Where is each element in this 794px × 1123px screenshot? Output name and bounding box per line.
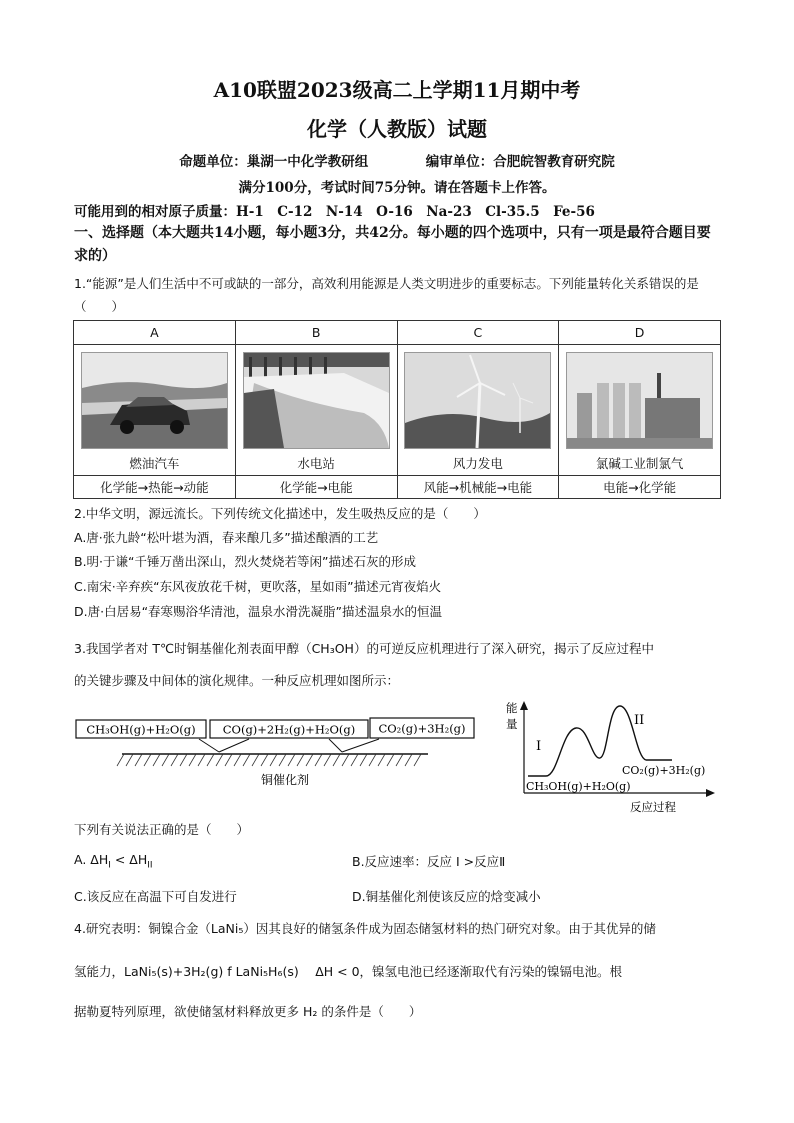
option-conversion: 化学能→热能→动能 [74,476,236,499]
q2-option-a: A.唐·张九龄“松叶堪为酒，春来酿几多”描述酿酒的工艺 [74,530,379,545]
hatch-mark [387,754,394,766]
reactant-energy-label: CH₃OH(g)+H₂O(g) [526,780,631,793]
q4-line2: 氢能力，LaNi₅(s)+3H₂(g) f LaNi₅H₆(s) ΔH < 0，镍氢电池已经逐渐取代有污染的镍镉电池。根 [74,964,623,979]
hydropower-photo [243,352,390,449]
hatch-mark [207,754,214,766]
hatch-mark [279,754,286,766]
q2-stem: 2.中华文明，源远流长。下列传统文化描述中，发生吸热反应的是（ ） [74,506,486,521]
energy-axis-label-1: 能 [506,701,518,715]
proposing-unit: 命题单位：巢湖一中化学教研组 [179,154,369,170]
option-caption: 水电站 [297,456,335,471]
hatch-mark [297,754,304,766]
hatch-mark [342,754,349,766]
hatch-mark [162,754,169,766]
box-products: CO₂(g)+3H₂(g) [378,721,466,736]
hatch-mark [198,754,205,766]
option-conversion: 电能→化学能 [559,476,721,499]
hatch-mark [333,754,340,766]
exam-title: A10联盟2023级高二上学期11月期中考 [213,78,581,102]
box-reactants: CH₃OH(g)+H₂O(g) [86,722,196,737]
energy-profile-diagram [500,698,730,816]
hatch-mark [225,754,232,766]
hatch-mark [180,754,187,766]
option-letter: A [74,321,236,345]
hatch-mark [216,754,223,766]
unit-line [0,150,794,170]
energy-axis-label-2: 量 [506,717,518,731]
q2-option-d: D.唐·白居易“春寒赐浴华清池，温泉水滑洗凝脂”描述温泉水的恒温 [74,604,443,619]
exam-subtitle: 化学（人教版）试题 [307,117,487,141]
catalyst-label: 铜催化剂 [260,773,310,787]
hatch-mark [234,754,241,766]
hatch-mark [135,754,142,766]
hatch-mark [126,754,133,766]
q3-option-a: A. $\Delta H_I < \Delta H_{II}$ [74,852,153,871]
option-caption: 风力发电 [452,456,503,471]
hatch-mark [315,754,322,766]
q3-stem-line2: 的关键步骤及中间体的演化规律。一种反应机理如图所示： [74,673,400,688]
product-energy-label: CO₂(g)+3H₂(g) [622,764,706,777]
box-intermediate: CO(g)+2H₂(g)+H₂O(g) [222,722,356,737]
hatch-mark [171,754,178,766]
hatch-mark [369,754,376,766]
hatch-mark [261,754,268,766]
hatch-mark [396,754,403,766]
hatch-mark [324,754,331,766]
hatch-mark [414,754,421,766]
hatch-mark [243,754,250,766]
q3-question: 下列有关说法正确的是（ ） [74,822,250,837]
q4-line3: 据勒夏特列原理，欲使储氢材料释放更多 H₂ 的条件是（ ） [74,1004,422,1019]
option-conversion: 化学能→电能 [235,476,397,499]
hatch-mark [405,754,412,766]
hatch-mark [189,754,196,766]
car-photo [81,352,228,449]
hatch-mark [144,754,151,766]
q1-stem: 1.“能源”是人们生活中不可或缺的一部分，高效利用能源是人类文明进步的重要标志。下列能量转化关系错误的是（ ） [74,276,699,314]
wind-turbine-photo [404,352,551,449]
hatch-mark [306,754,313,766]
x-axis-label: 反应过程 [630,800,676,814]
hatch-mark [270,754,277,766]
section-heading: 一、选择题（本大题共14小题，每小题3分，共42分。每小题的四个选项中，只有一项是最符合题目要求的） [74,225,711,264]
q2-option-c: C.南宋·辛弃疾“东风夜放花千树，更吹落，星如雨”描述元宵夜焰火 [74,579,442,594]
hatch-mark [153,754,160,766]
q1-options-table [73,320,721,499]
hatch-mark [360,754,367,766]
q3-option-d: D.铜基催化剂使该反应的焓变减小 [352,889,541,904]
mechanism-diagram [74,712,484,792]
chlor-alkali-plant-photo [566,352,713,449]
option-letter: C [397,321,559,345]
hatch-mark [351,754,358,766]
q4-line1: 4.研究表明：铜镍合金（LaNi₅）因其良好的储氢条件成为固态储氢材料的热门研究对象。由于其优异的储 [74,921,656,936]
hatch-mark [288,754,295,766]
hatch-mark [117,754,124,766]
option-caption: 燃油汽车 [129,456,180,471]
option-letter: B [235,321,397,345]
atomic-masses: 可能用到的相对原子质量：H-1 C-12 N-14 O-16 Na-23 Cl-35.5 Fe-56 [74,204,595,220]
peak-label-1: I [536,739,542,754]
reviewing-unit: 编审单位：合肥皖智教育研究院 [425,154,615,170]
q2-option-b: B.明·于谦“千锤万凿出深山，烈火焚烧若等闲”描述石灰的形成 [74,554,416,569]
exam-info: 满分100分，考试时间75分钟。请在答题卡上作答。 [238,180,556,196]
option-letter: D [559,321,721,345]
option-caption: 氯碱工业制氯气 [595,456,684,471]
q3-stem-line1: 3.我国学者对 T℃时铜基催化剂表面甲醇（CH₃OH）的可逆反应机理进行了深入研究，揭示了反应过程中 [74,641,654,656]
q3-option-b: B.反应速率：反应 I >反应Ⅱ [352,854,506,869]
peak-label-2: II [634,713,645,728]
option-conversion: 风能→机械能→电能 [397,476,559,499]
hatch-mark [378,754,385,766]
hatch-mark [252,754,259,766]
q3-option-c: C.该反应在高温下可自发进行 [74,889,237,904]
